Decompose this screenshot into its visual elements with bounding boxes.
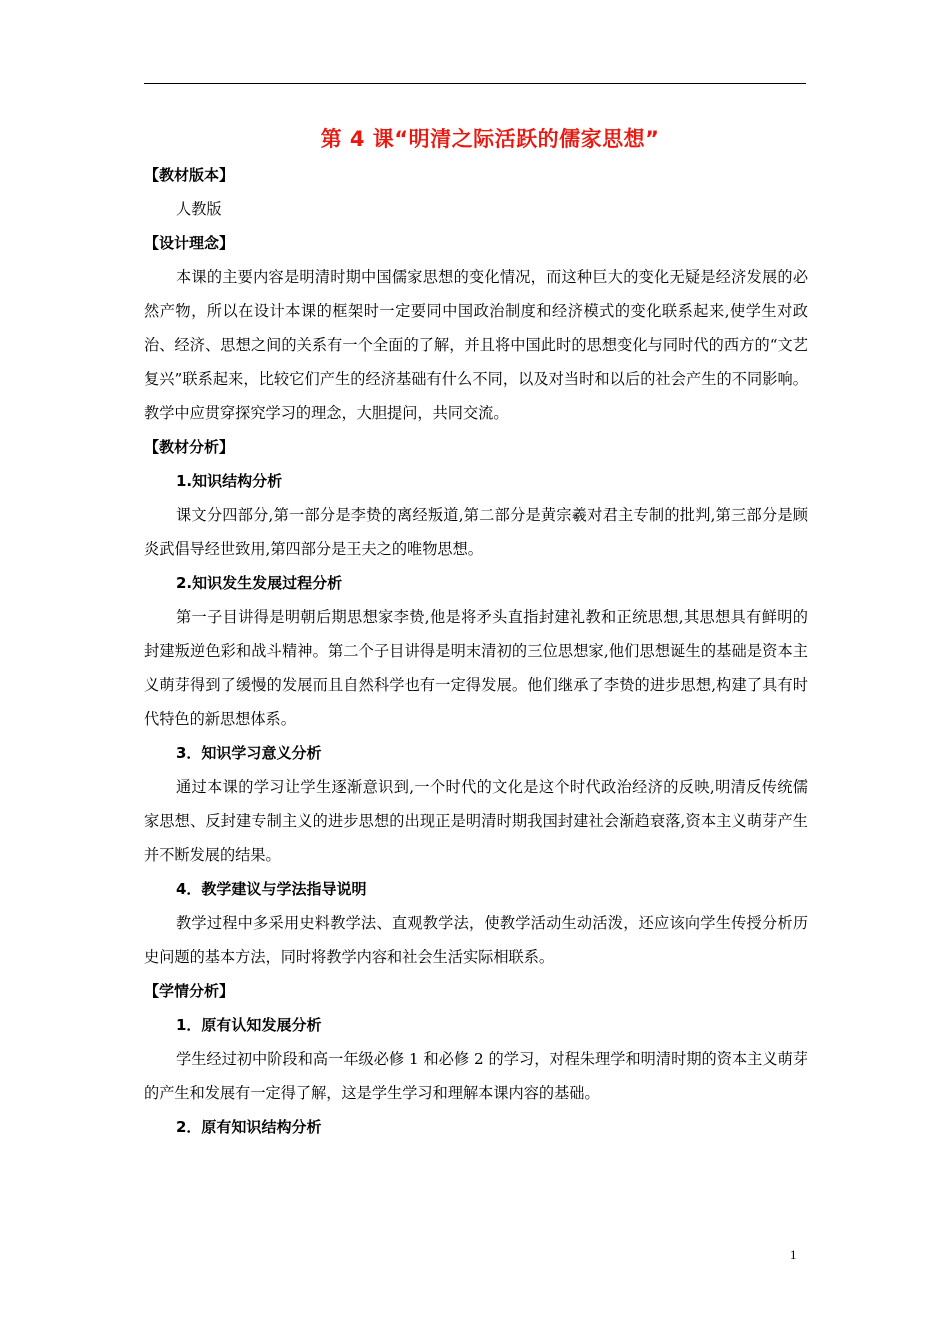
section-heading-concept: 【设计理念】 [144,234,235,252]
section-heading-edition: 【教材版本】 [144,166,235,184]
paragraph-knowledge-structure: 课文分四部分,第一部分是李贽的离经叛道,第二部分是黄宗羲对君主专制的批判,第三部分是顾炎武倡导经世致用,第四部分是王夫之的唯物思想。 [144,506,808,558]
section-heading-material: 【教材分析】 [144,438,235,456]
document-body [144,158,808,1144]
page-number: 1 [790,1247,797,1262]
edition-text: 人教版 [176,200,222,218]
subheading-knowledge-structure: 1.知识结构分析 [176,472,283,490]
section-heading-students: 【学情分析】 [144,982,235,1000]
subheading-learning-significance: 3．知识学习意义分析 [176,744,322,762]
subheading-cognitive-development: 1．原有认知发展分析 [176,1016,322,1034]
paragraph-knowledge-development: 第一子目讲得是明朝后期思想家李贽,他是将矛头直指封建礼教和正统思想,其思想具有鲜明的封建叛逆色彩和战斗精神。第二个子目讲得是明末清初的三位思想家,他们思想诞生的基础是资本主义萌芽得到了缓慢的发展而且自然科学也有一定得发展。他们继承了李贽的进步思想,构建了具有时代特色的新思想体系。 [144,608,808,728]
paragraph-cognitive-development: 学生经过初中阶段和高一年级必修 1 和必修 2 的学习，对程朱理学和明清时期的资本主义萌芽的产生和发展有一定得了解，这是学生学习和理解本课内容的基础。 [144,1050,808,1102]
paragraph-teaching-suggestions: 教学过程中多采用史料教学法、直观教学法，使教学活动生动活泼，还应该向学生传授分析历史问题的基本方法，同时将教学内容和社会生活实际相联系。 [144,914,808,966]
subheading-knowledge-development: 2.知识发生发展过程分析 [176,574,343,592]
document-title: 第 4 课“明清之际活跃的儒家思想” [320,127,660,151]
subheading-prior-knowledge: 2．原有知识结构分析 [176,1118,322,1136]
header-rule [144,83,806,84]
concept-paragraph: 本课的主要内容是明清时期中国儒家思想的变化情况，而这种巨大的变化无疑是经济发展的必然产物，所以在设计本课的框架时一定要同中国政治制度和经济模式的变化联系起来,使学生对政治、经济、思想之间的关系有一个全面的了解，并且将中国此时的思想变化与同时代的西方的“文艺复兴”联系起来，比较它们产生的经济基础有什么不同，以及对当时和以后的社会产生的不同影响。教学中应贯穿探究学习的理念，大胆提问，共同交流。 [144,268,808,422]
subheading-teaching-suggestions: 4．教学建议与学法指导说明 [176,880,367,898]
paragraph-learning-significance: 通过本课的学习让学生逐渐意识到,一个时代的文化是这个时代政治经济的反映,明清反传统儒家思想、反封建专制主义的进步思想的出现正是明清时期我国封建社会渐趋衰落,资本主义萌芽产生并不断发展的结果。 [144,778,808,864]
